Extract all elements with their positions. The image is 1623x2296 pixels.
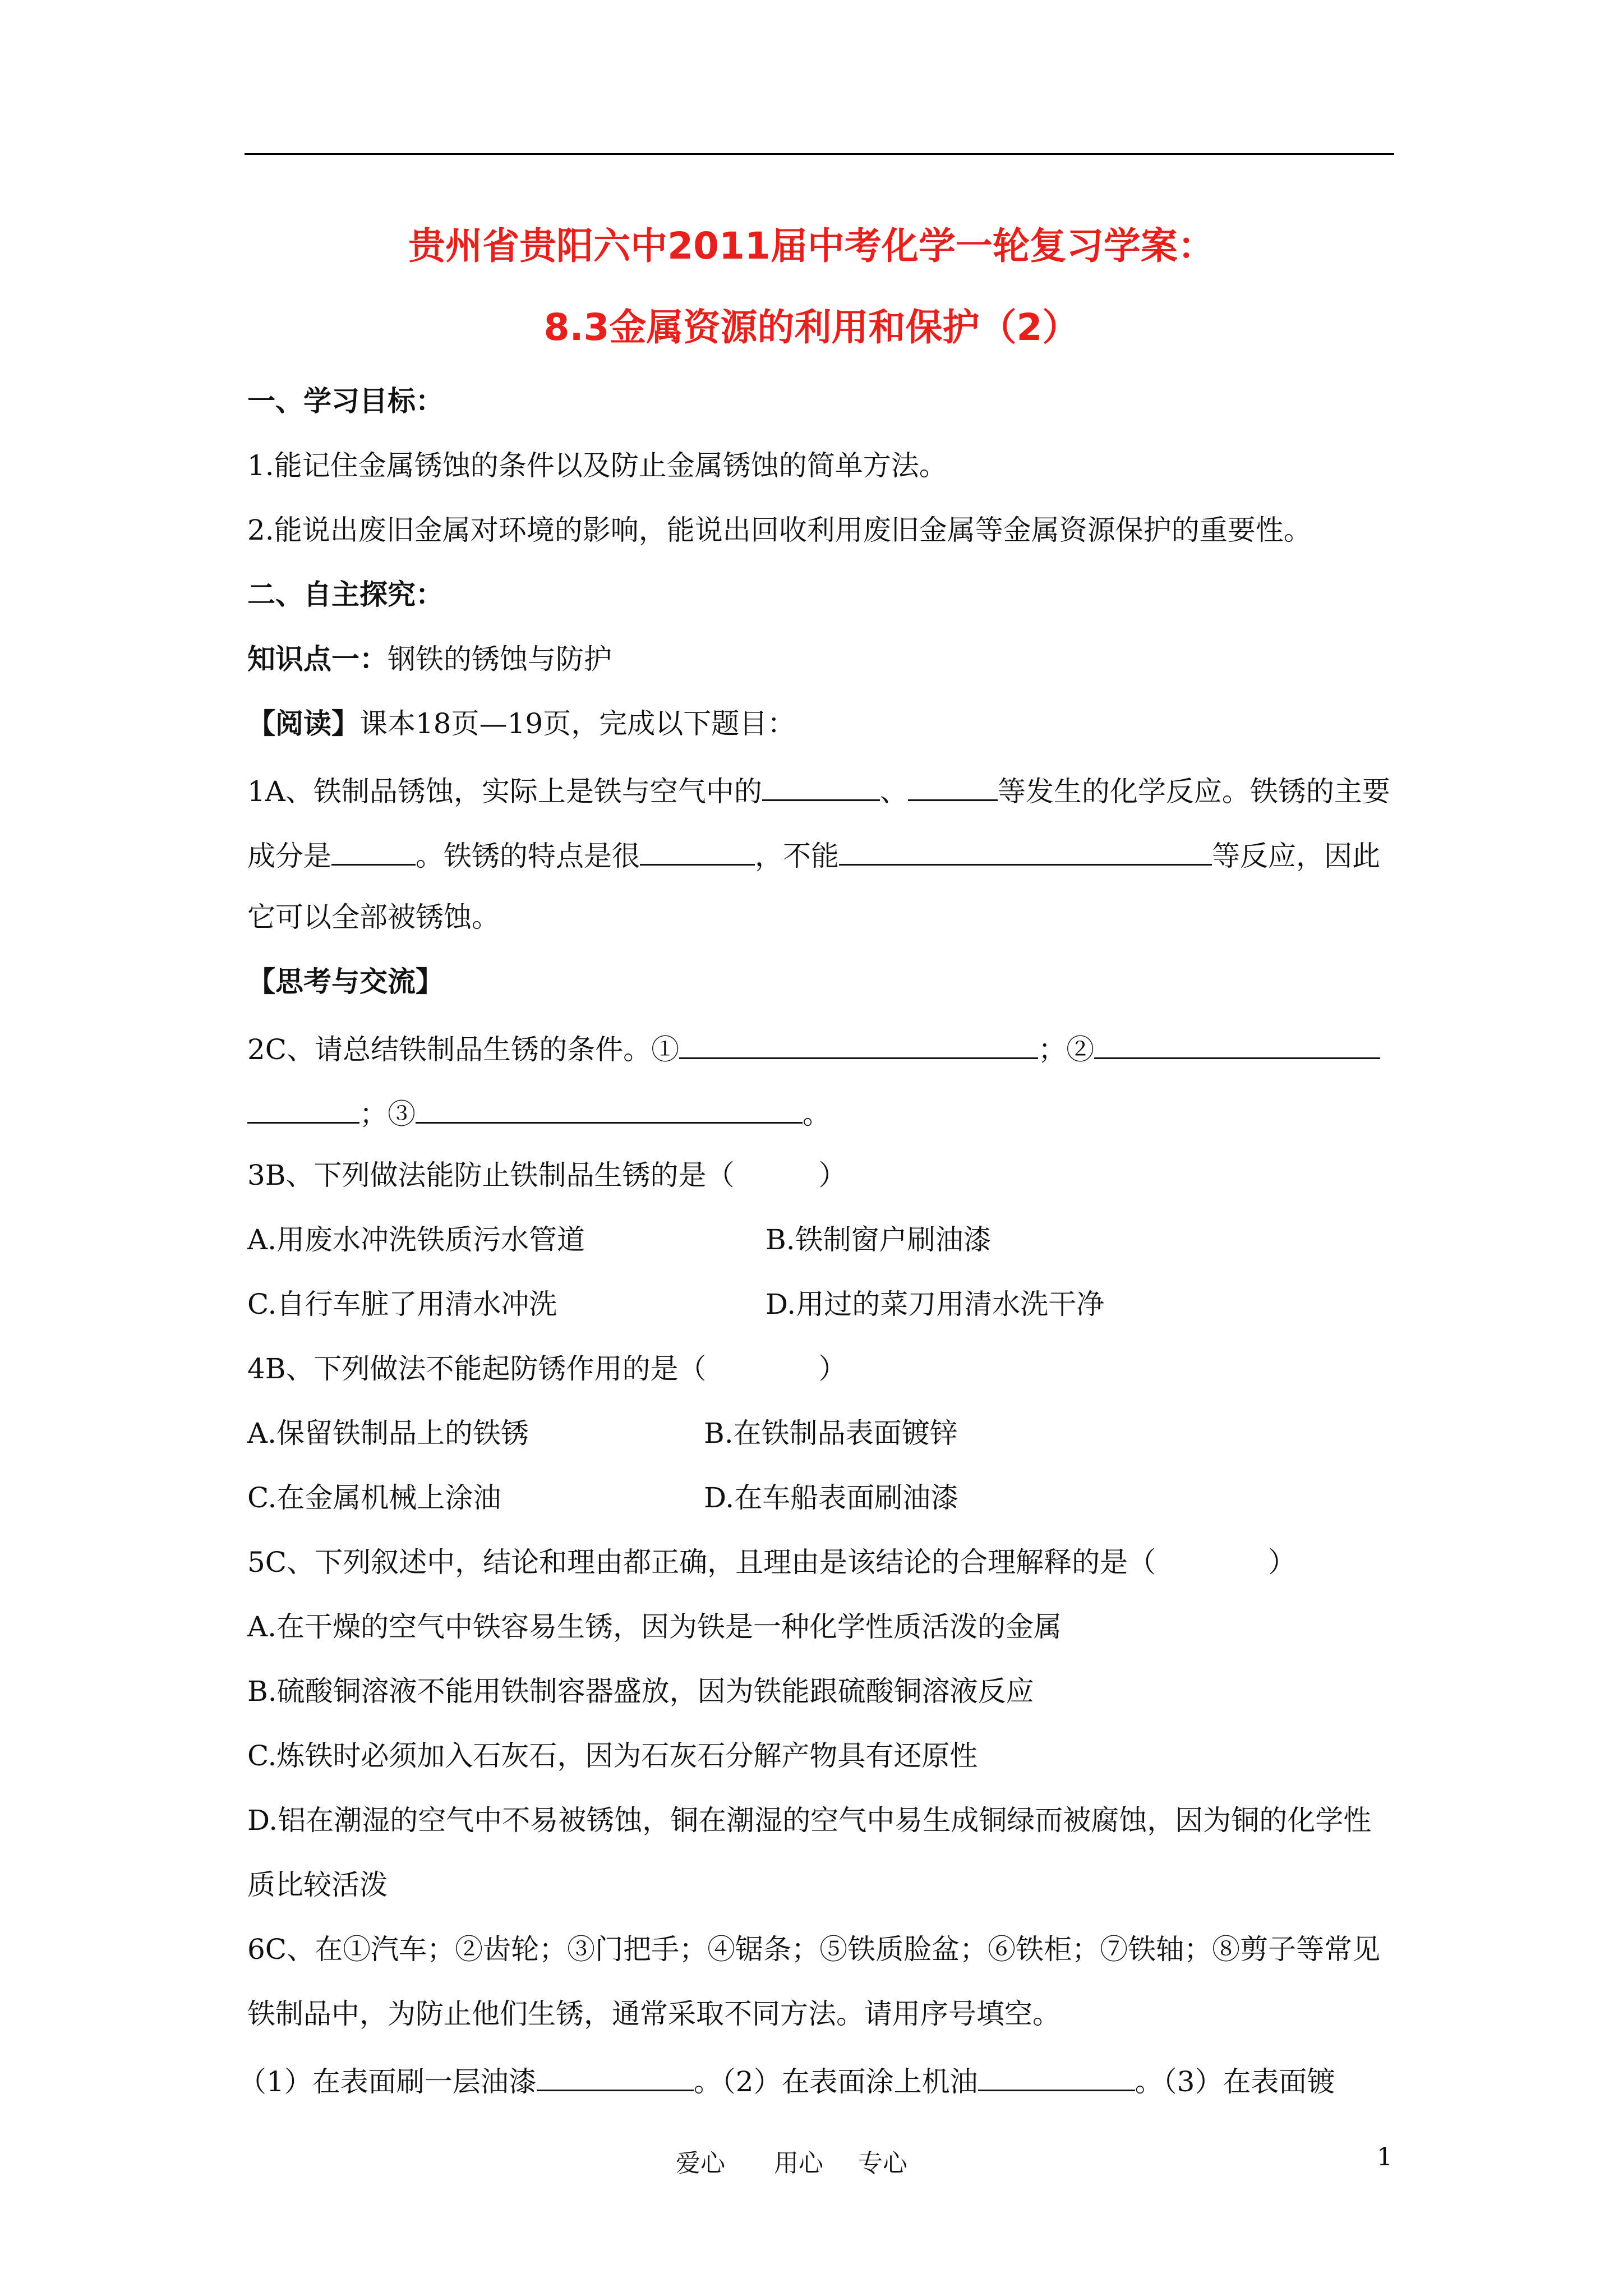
knowledge-text: 钢铁的锈蚀与防护 (388, 643, 612, 675)
q5-option-a[interactable]: A.在干燥的空气中铁容易生锈，因为铁是一种化学性质活泼的金属 (247, 1611, 1062, 1643)
q1-blank-4[interactable] (640, 836, 755, 866)
q2-line2: ；③ 。 (247, 1094, 831, 1131)
q5-option-c[interactable]: C.炼铁时必须加入石灰石，因为石灰石分解产物具有还原性 (247, 1740, 978, 1772)
q3-option-c[interactable]: C.自行车脏了用清水冲洗 (247, 1288, 557, 1320)
goal-1: 1.能记住金属锈蚀的条件以及防止金属锈蚀的简单方法。 (247, 449, 947, 482)
section2-heading: 二、自主探究： (247, 578, 444, 611)
think-label: 【思考与交流】 (247, 965, 444, 998)
page-title: 贵州省贵阳六中2011届中考化学一轮复习学案： (408, 224, 1215, 268)
q1-blank-2[interactable] (908, 771, 998, 801)
q2-blank-2b[interactable] (247, 1094, 359, 1124)
read-label: 【阅读】 (247, 707, 359, 740)
q5-stem: 5C、下列叙述中，结论和理由都正确，且理由是该结论的合理解释的是（ ） (247, 1546, 1297, 1579)
q4-option-b[interactable]: B.在铁制品表面镀锌 (704, 1417, 958, 1450)
page-number: 1 (1377, 2143, 1393, 2171)
q2-blank-2a[interactable] (1094, 1029, 1380, 1059)
q6-line1: 6C、在①汽车；②齿轮；③门把手；④锯条；⑤铁质脸盆；⑥铁柜；⑦铁轴；⑧剪子等常见 (247, 1933, 1381, 1966)
q5-option-d-cont: 质比较活泼 (247, 1869, 388, 1901)
q4-option-c[interactable]: C.在金属机械上涂油 (247, 1481, 501, 1514)
q6-line2: 铁制品中，为防止他们生锈，通常采取不同方法。请用序号填空。 (247, 1998, 1061, 2030)
section1-heading: 一、学习目标： (247, 385, 444, 417)
read-text: 课本18页—19页，完成以下题目： (359, 707, 796, 740)
q6-blank-1[interactable] (537, 2062, 694, 2091)
q1-line2: 成分是 。铁锈的特点是很 ，不能 等反应，因此 (247, 836, 1380, 873)
q1-line3: 它可以全部被锈蚀。 (247, 901, 500, 933)
header-rule (245, 153, 1394, 155)
page-subtitle: 8.3金属资源的利用和保护（2） (543, 306, 1080, 349)
q1-blank-3[interactable] (331, 836, 416, 866)
q3-option-a[interactable]: A.用废水冲洗铁质污水管道 (247, 1223, 585, 1256)
q5-option-b[interactable]: B.硫酸铜溶液不能用铁制容器盛放，因为铁能跟硫酸铜溶液反应 (247, 1675, 1034, 1708)
footer-motto-3: 专心 (858, 2149, 907, 2178)
q2-blank-3[interactable] (416, 1094, 803, 1124)
footer-motto-1: 爱心 (676, 2149, 725, 2178)
q3-option-d[interactable]: D.用过的菜刀用清水洗干净 (766, 1288, 1105, 1320)
read-instruction (247, 707, 795, 740)
footer-motto-2: 用心 (774, 2149, 823, 2178)
q1-blank-5[interactable] (839, 836, 1212, 866)
q1-blank-1[interactable] (762, 771, 880, 801)
q5-option-d[interactable]: D.铝在潮湿的空气中不易被锈蚀，铜在潮湿的空气中易生成铜绿而被腐蚀，因为铜的化学性 (247, 1804, 1372, 1837)
q6-line3: （1）在表面刷一层油漆 。（2）在表面涂上机油 。（3）在表面镀 (238, 2062, 1335, 2099)
goal-2: 2.能说出废旧金属对环境的影响，能说出回收利用废旧金属等金属资源保护的重要性。 (247, 514, 1312, 546)
knowledge-point (247, 642, 612, 676)
q4-option-d[interactable]: D.在车船表面刷油漆 (704, 1481, 959, 1514)
q3-option-b[interactable]: B.铁制窗户刷油漆 (766, 1223, 992, 1256)
q2-blank-1[interactable] (679, 1029, 1038, 1059)
knowledge-label: 知识点一： (247, 643, 388, 675)
q1-line1: 1A、铁制品锈蚀，实际上是铁与空气中的 、 等发生的化学反应。铁锈的主要 (247, 771, 1390, 808)
q2-line1: 2C、请总结铁制品生锈的条件。① ；② (247, 1029, 1380, 1066)
q3-stem: 3B、下列做法能防止铁制品生锈的是（ ） (247, 1159, 847, 1191)
q4-stem: 4B、下列做法不能起防锈作用的是（ ） (247, 1352, 847, 1385)
q4-option-a[interactable]: A.保留铁制品上的铁锈 (247, 1417, 529, 1450)
q6-blank-2[interactable] (978, 2062, 1135, 2091)
